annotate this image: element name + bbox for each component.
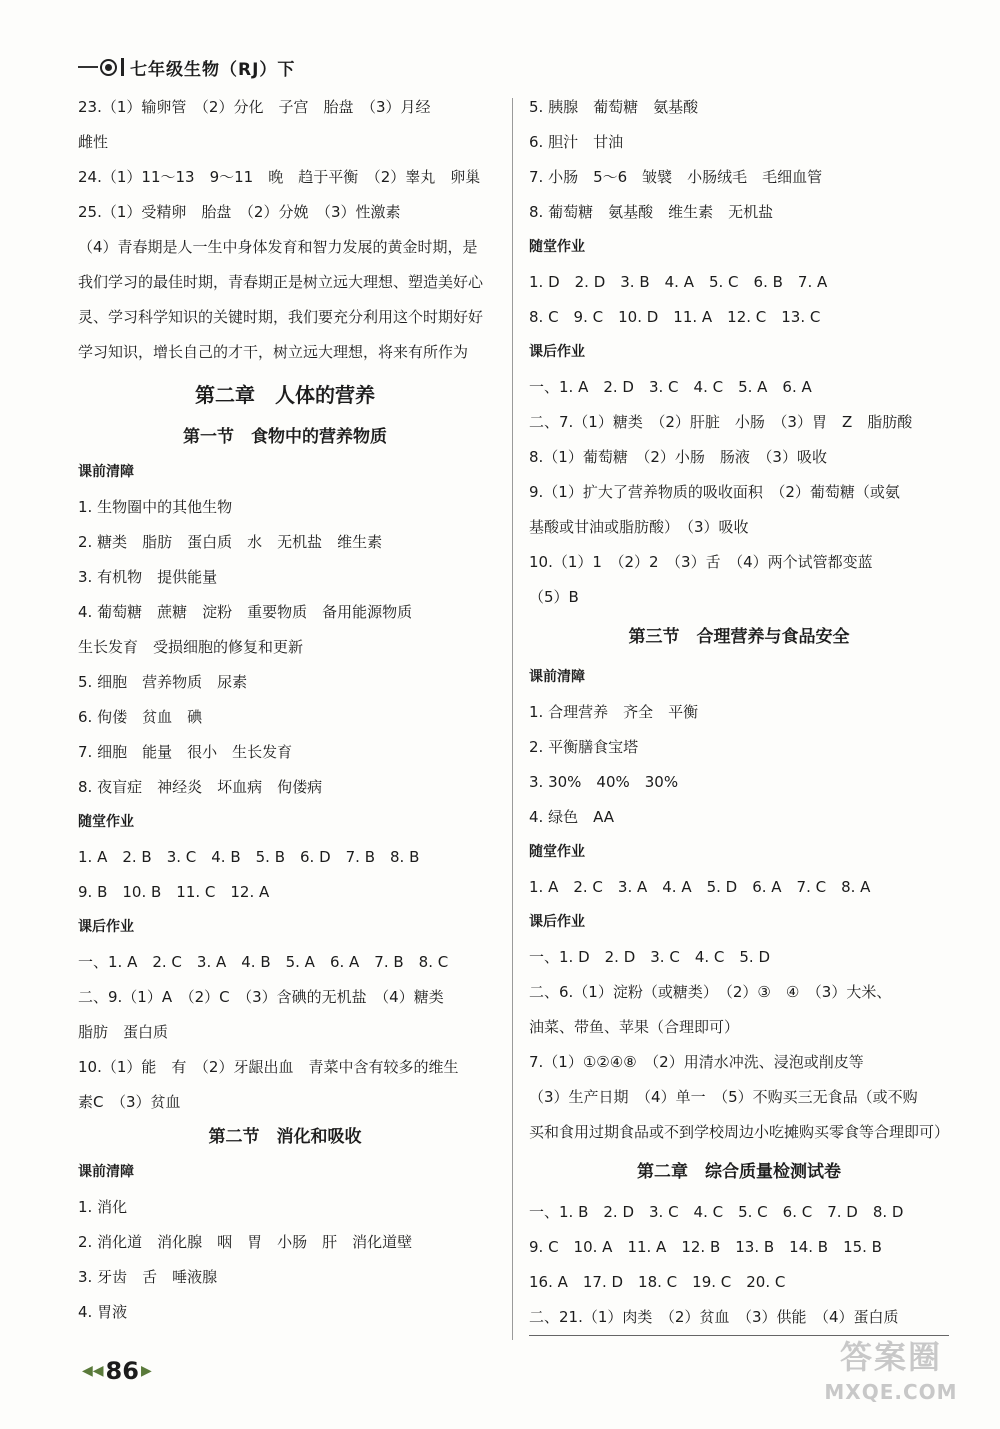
watermark-logo: 答案圈 xyxy=(839,1338,942,1376)
answer-line: 8. 葡萄糖 氨基酸 维生素 无机盐 xyxy=(529,203,774,221)
answer-line: 24.（1）11～13 9～11 晚 趋于平衡 （2）睾丸 卵巢 xyxy=(78,168,481,186)
page-header xyxy=(78,52,295,82)
answer-line: 4. 葡萄糖 蔗糖 淀粉 重要物质 备用能源物质 xyxy=(78,603,413,621)
answer-line: 6. 佝偻 贫血 碘 xyxy=(78,708,203,726)
answer-line: 7.（1）①②④⑧ （2）用清水冲洗、浸泡或削皮等 xyxy=(529,1053,864,1071)
answer-line: 3. 30% 40% 30% xyxy=(529,773,679,791)
chapter-heading: 第二章 人体的营养 xyxy=(195,383,375,407)
header-rule-decoration xyxy=(78,66,98,68)
page-number-area xyxy=(80,1356,154,1386)
answer-line: 3. 牙齿 舌 唾液腺 xyxy=(78,1268,218,1286)
subsection-label: 课前清障 xyxy=(529,669,585,685)
subsection-label: 课后作业 xyxy=(529,914,585,930)
answer-line: 2. 平衡膳食宝塔 xyxy=(529,738,639,756)
answer-line: 10.（1）1 （2）2 （3）舌 （4）两个试管都变蓝 xyxy=(529,553,873,571)
answer-line: 1. 合理营养 齐全 平衡 xyxy=(529,703,699,721)
answer-line: 一、1. A 2. D 3. C 4. C 5. A 6. A xyxy=(529,378,812,396)
answer-line: 5. 胰腺 葡萄糖 氨基酸 xyxy=(529,98,699,116)
section-heading: 第一节 食物中的营养物质 xyxy=(183,427,387,447)
answer-line: 基酸或甘油或脂肪酸） （3）吸收 xyxy=(529,518,749,536)
answer-line: 二、21.（1）肉类 （2）贫血 （3）供能 （4）蛋白质 xyxy=(529,1300,949,1336)
watermark-url: MXQE.COM xyxy=(824,1380,958,1404)
answer-line: 9. B 10. B 11. C 12. A xyxy=(78,883,270,901)
subsection-label: 课后作业 xyxy=(529,344,585,360)
answer-line: 二、6.（1）淀粉（或糖类） （2）③ ④ （3）大米、 xyxy=(529,983,892,1001)
answer-line: 二、7.（1）糖类 （2）肝脏 小肠 （3）胃 Z 脂肪酸 xyxy=(529,413,913,431)
answer-line: 1. 消化 xyxy=(78,1198,128,1216)
answer-line: 二、9.（1）A （2）C （3）含碘的无机盐 （4）糖类 xyxy=(78,988,444,1006)
column-divider xyxy=(512,98,513,1340)
answer-line: 8. 夜盲症 神经炎 坏血病 佝偻病 xyxy=(78,778,323,796)
answer-line: 4. 胃液 xyxy=(78,1303,128,1321)
answer-line: （5）B xyxy=(529,588,579,606)
answer-line: 脂肪 蛋白质 xyxy=(78,1023,169,1041)
subsection-label: 课后作业 xyxy=(78,919,134,935)
answer-line: 3. 有机物 提供能量 xyxy=(78,568,218,586)
answer-line: 一、1. B 2. D 3. C 4. C 5. C 6. C 7. D 8. D xyxy=(529,1203,904,1221)
answer-line: 1. A 2. C 3. A 4. A 5. D 6. A 7. C 8. A xyxy=(529,878,871,896)
answer-line: 9.（1）扩大了营养物质的吸收面积 （2）葡萄糖（或氨 xyxy=(529,483,900,501)
answer-line: （3）生产日期 （4）单一 （5）不购买三无食品（或不购 xyxy=(529,1088,918,1106)
answer-line: 1. D 2. D 3. B 4. A 5. C 6. B 7. A xyxy=(529,273,828,291)
section-heading: 第二章 综合质量检测试卷 xyxy=(637,1162,841,1182)
subsection-label: 课前清障 xyxy=(78,1164,134,1180)
subsection-label: 随堂作业 xyxy=(529,844,585,860)
left-arrow-decoration-icon: ◀◀ xyxy=(82,1363,104,1379)
answer-line: 9. C 10. A 11. A 12. B 13. B 14. B 15. B xyxy=(529,1238,882,1256)
answer-line: 4. 绿色 AA xyxy=(529,808,615,826)
right-arrow-decoration-icon: ▶ xyxy=(140,1363,152,1379)
subsection-label: 课前清障 xyxy=(78,464,134,480)
answer-line: 一、1. D 2. D 3. C 4. C 5. D xyxy=(529,948,770,966)
section-heading: 第二节 消化和吸收 xyxy=(208,1127,362,1147)
answer-line: 10.（1）能 有 （2）牙龈出血 青菜中含有较多的维生 xyxy=(78,1058,459,1076)
answer-line: 1. 生物圈中的其他生物 xyxy=(78,498,233,516)
answer-line: 油菜、带鱼、苹果（合理即可） xyxy=(529,1018,740,1036)
answer-line: 生长发育 受损细胞的修复和更新 xyxy=(78,638,304,656)
subsection-label: 随堂作业 xyxy=(78,814,134,830)
answer-line: 5. 细胞 营养物质 尿素 xyxy=(78,673,248,691)
left-column xyxy=(78,90,492,1330)
answer-line: 23.（1）输卵管 （2）分化 子宫 胎盘 （3）月经 xyxy=(78,98,431,116)
answer-line: 雌性 xyxy=(78,133,109,151)
answer-line: 7. 小肠 5～6 皱襞 小肠绒毛 毛细血管 xyxy=(529,168,823,186)
subsection-label: 随堂作业 xyxy=(529,239,585,255)
answer-line: 买和食用过期食品或不到学校周边小吃摊购买零食等合理即可） xyxy=(529,1123,950,1141)
answer-line: 素C （3）贫血 xyxy=(78,1093,181,1111)
section-heading: 第三节 合理营养与食品安全 xyxy=(628,627,850,647)
answer-line: 一、1. A 2. C 3. A 4. B 5. A 6. A 7. B 8. C xyxy=(78,953,449,971)
answer-line: 6. 胆汁 甘油 xyxy=(529,133,624,151)
answer-line: 2. 消化道 消化腺 咽 胃 小肠 肝 消化道壁 xyxy=(78,1233,413,1251)
answer-line: 8.（1）葡萄糖 （2）小肠 肠液 （3）吸收 xyxy=(529,448,827,466)
answer-line: 7. 细胞 能量 很小 生长发育 xyxy=(78,743,293,761)
right-column xyxy=(529,90,949,1336)
page-number: 86 xyxy=(105,1357,139,1385)
answer-line: 2. 糖类 脂肪 蛋白质 水 无机盐 维生素 xyxy=(78,533,383,551)
answer-line: 8. C 9. C 10. D 11. A 12. C 13. C xyxy=(529,308,821,326)
answer-paragraph: （4）青春期是人一生中身体发育和智力发展的黄金时期，是我们学习的最佳时期，青春期正是树立远大理想、塑造美好心灵、学习科学知识的关键时期，我们要充分利用这个时期好好学习知识，增长自己的才干，树立远大理想，将来有所作为 xyxy=(78,238,484,361)
answer-line: 16. A 17. D 18. C 19. C 20. C xyxy=(529,1273,786,1291)
header-bar-decoration xyxy=(121,58,124,76)
series-logo-icon xyxy=(100,59,117,76)
answer-line: 25.（1）受精卵 胎盘 （2）分娩 （3）性激素 xyxy=(78,203,401,221)
watermark xyxy=(816,1332,966,1404)
book-title: 七年级生物（RJ）下 xyxy=(130,59,296,80)
answer-line: 1. A 2. B 3. C 4. B 5. B 6. D 7. B 8. B xyxy=(78,848,420,866)
